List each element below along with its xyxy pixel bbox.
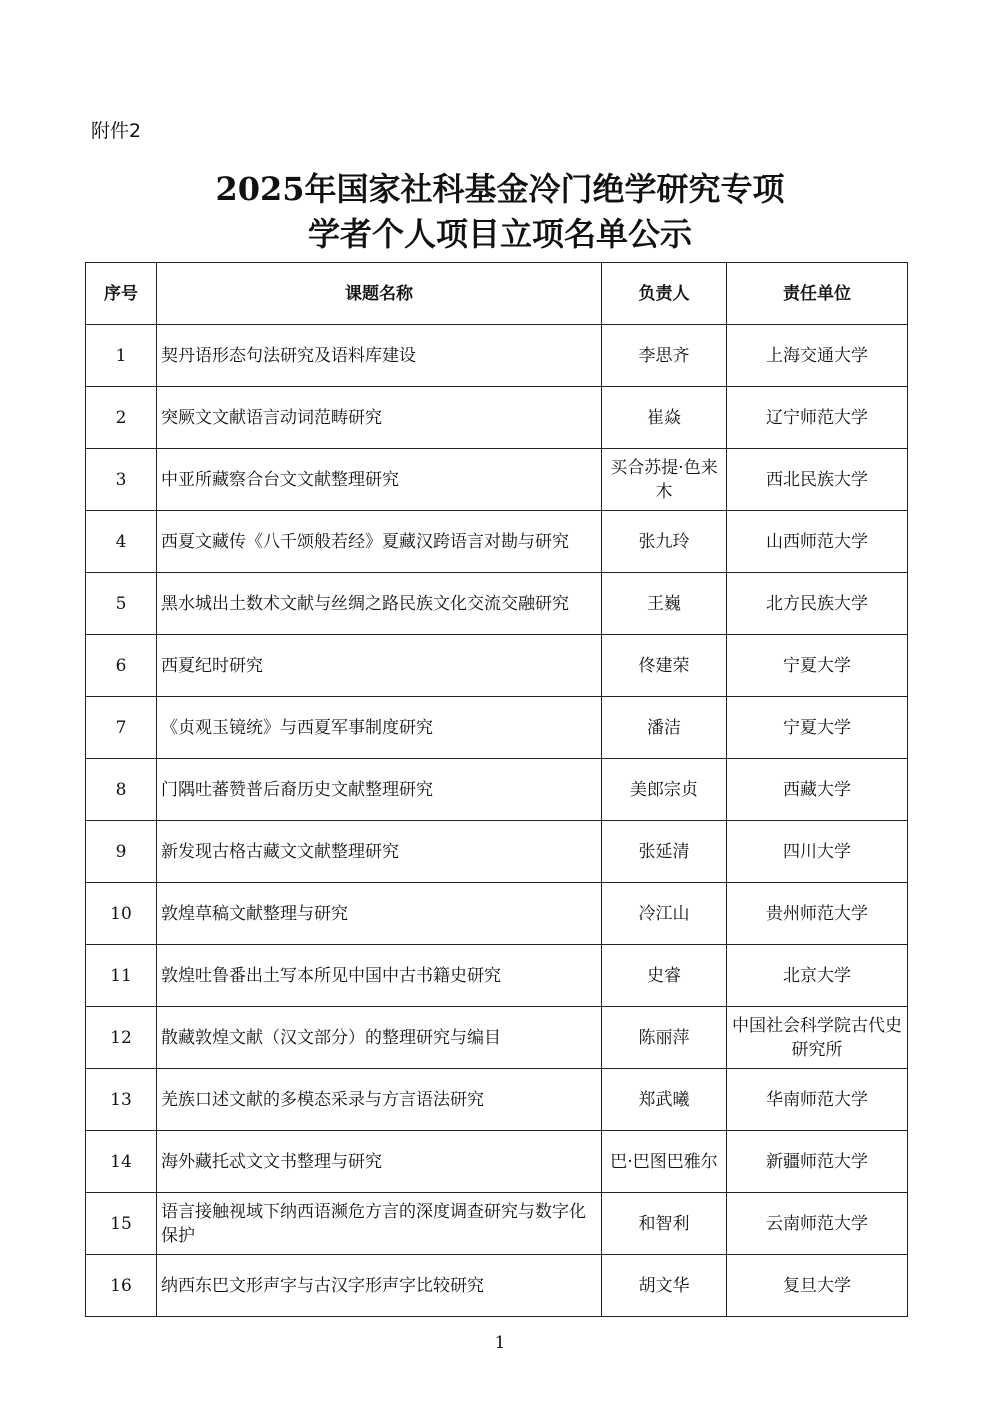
table-header-row xyxy=(86,263,908,325)
row-unit: 贵州师范大学 xyxy=(727,883,908,945)
row-num: 6 xyxy=(86,635,157,697)
header-topic: 课题名称 xyxy=(157,263,602,325)
row-leader: 郑武曦 xyxy=(602,1069,727,1131)
row-unit: 西北民族大学 xyxy=(727,449,908,511)
row-leader: 冷江山 xyxy=(602,883,727,945)
row-unit: 辽宁师范大学 xyxy=(727,387,908,449)
table-row xyxy=(86,697,908,759)
row-topic: 西夏文藏传《八千颂般若经》夏藏汉跨语言对勘与研究 xyxy=(157,511,602,573)
row-leader: 巴·巴图巴雅尔 xyxy=(602,1131,727,1193)
document-title-line-2: 学者个人项目立项名单公示 xyxy=(307,215,692,253)
row-topic: 散藏敦煌文献（汉文部分）的整理研究与编目 xyxy=(157,1007,602,1069)
table-row xyxy=(86,1193,908,1255)
table-row xyxy=(86,511,908,573)
row-num: 14 xyxy=(86,1131,157,1193)
row-unit: 复旦大学 xyxy=(727,1255,908,1317)
row-unit: 新疆师范大学 xyxy=(727,1131,908,1193)
row-leader: 胡文华 xyxy=(602,1255,727,1317)
table-row xyxy=(86,1069,908,1131)
project-list-table xyxy=(85,262,908,1317)
row-topic: 突厥文文献语言动词范畴研究 xyxy=(157,387,602,449)
row-unit: 中国社会科学院古代史研究所 xyxy=(727,1007,908,1069)
row-topic: 敦煌草稿文献整理与研究 xyxy=(157,883,602,945)
header-unit: 责任单位 xyxy=(727,263,908,325)
row-leader: 美郎宗贞 xyxy=(602,759,727,821)
row-topic: 海外藏托忒文文书整理与研究 xyxy=(157,1131,602,1193)
table-row xyxy=(86,759,908,821)
row-leader: 佟建荣 xyxy=(602,635,727,697)
row-topic: 中亚所藏察合台文文献整理研究 xyxy=(157,449,602,511)
attachment-label: 附件2 xyxy=(91,120,142,142)
row-topic: 《贞观玉镜统》与西夏军事制度研究 xyxy=(157,697,602,759)
row-num: 1 xyxy=(86,325,157,387)
table-row xyxy=(86,449,908,511)
table-row xyxy=(86,1255,908,1317)
table-row xyxy=(86,1007,908,1069)
row-leader: 买合苏提·色来木 xyxy=(602,449,727,511)
row-topic: 西夏纪时研究 xyxy=(157,635,602,697)
row-leader: 王巍 xyxy=(602,573,727,635)
table-row xyxy=(86,573,908,635)
table-row xyxy=(86,821,908,883)
header-num: 序号 xyxy=(86,263,157,325)
row-leader: 潘洁 xyxy=(602,697,727,759)
row-topic: 门隅吐蕃赞普后裔历史文献整理研究 xyxy=(157,759,602,821)
page-number: 1 xyxy=(494,1333,506,1353)
row-leader: 张九玲 xyxy=(602,511,727,573)
row-unit: 华南师范大学 xyxy=(727,1069,908,1131)
row-num: 8 xyxy=(86,759,157,821)
table-row xyxy=(86,883,908,945)
row-topic: 纳西东巴文形声字与古汉字形声字比较研究 xyxy=(157,1255,602,1317)
row-num: 9 xyxy=(86,821,157,883)
row-num: 11 xyxy=(86,945,157,1007)
table-row xyxy=(86,325,908,387)
row-topic: 新发现古格古藏文文献整理研究 xyxy=(157,821,602,883)
row-topic: 敦煌吐鲁番出土写本所见中国中古书籍史研究 xyxy=(157,945,602,1007)
row-unit: 四川大学 xyxy=(727,821,908,883)
row-num: 4 xyxy=(86,511,157,573)
row-leader: 崔焱 xyxy=(602,387,727,449)
row-num: 12 xyxy=(86,1007,157,1069)
row-topic: 羌族口述文献的多模态采录与方言语法研究 xyxy=(157,1069,602,1131)
row-leader: 李思齐 xyxy=(602,325,727,387)
row-topic: 契丹语形态句法研究及语料库建设 xyxy=(157,325,602,387)
row-unit: 宁夏大学 xyxy=(727,635,908,697)
row-topic: 语言接触视域下纳西语濒危方言的深度调查研究与数字化保护 xyxy=(157,1193,602,1255)
row-num: 16 xyxy=(86,1255,157,1317)
row-unit: 西藏大学 xyxy=(727,759,908,821)
row-unit: 山西师范大学 xyxy=(727,511,908,573)
row-num: 2 xyxy=(86,387,157,449)
table-row xyxy=(86,635,908,697)
row-unit: 云南师范大学 xyxy=(727,1193,908,1255)
row-leader: 和智利 xyxy=(602,1193,727,1255)
row-num: 3 xyxy=(86,449,157,511)
row-num: 15 xyxy=(86,1193,157,1255)
table-row xyxy=(86,387,908,449)
table-row xyxy=(86,945,908,1007)
row-num: 10 xyxy=(86,883,157,945)
row-unit: 北京大学 xyxy=(727,945,908,1007)
row-unit: 宁夏大学 xyxy=(727,697,908,759)
row-topic: 黑水城出土数术文献与丝绸之路民族文化交流交融研究 xyxy=(157,573,602,635)
row-leader: 张延清 xyxy=(602,821,727,883)
row-unit: 上海交通大学 xyxy=(727,325,908,387)
row-leader: 陈丽萍 xyxy=(602,1007,727,1069)
row-num: 13 xyxy=(86,1069,157,1131)
row-leader: 史睿 xyxy=(602,945,727,1007)
row-num: 5 xyxy=(86,573,157,635)
table-row xyxy=(86,1131,908,1193)
header-leader: 负责人 xyxy=(602,263,727,325)
row-unit: 北方民族大学 xyxy=(727,573,908,635)
row-num: 7 xyxy=(86,697,157,759)
document-title-line-1: 2025年国家社科基金冷门绝学研究专项 xyxy=(215,170,785,208)
